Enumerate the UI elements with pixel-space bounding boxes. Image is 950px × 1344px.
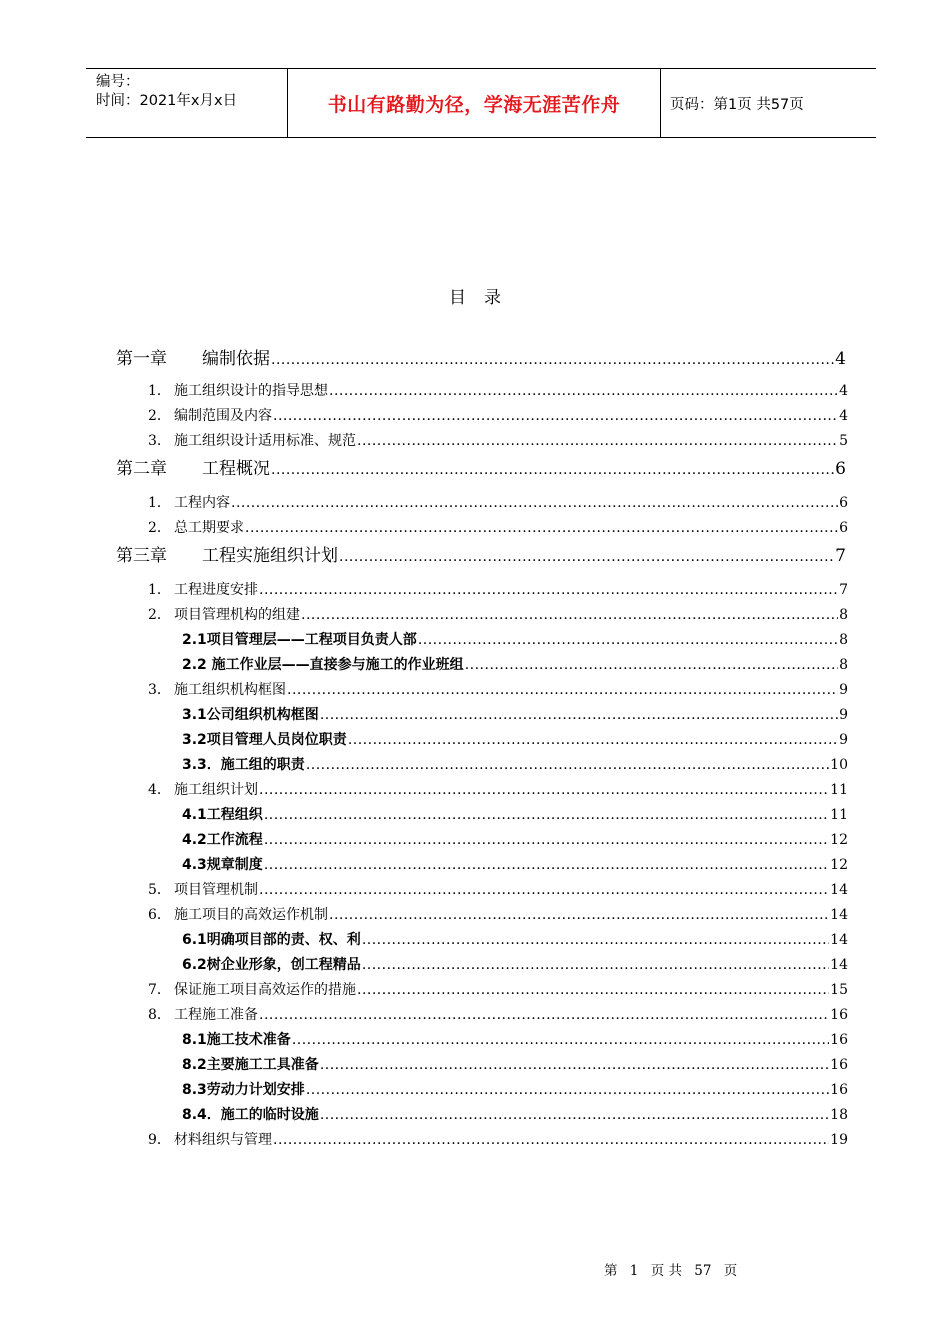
toc-entry-page: 16 — [830, 1082, 848, 1098]
toc-entry-section[interactable] — [148, 904, 848, 924]
toc-entry-section[interactable] — [148, 604, 848, 624]
toc-entry-page: 6 — [839, 520, 848, 536]
toc-dot-leader — [264, 832, 829, 848]
toc-entry-number: 2． — [148, 520, 171, 536]
toc-entry-number: 5． — [148, 882, 171, 898]
toc-entry-section[interactable] — [148, 517, 848, 537]
toc-entry-page: 14 — [830, 932, 848, 948]
toc-dot-leader — [320, 1057, 829, 1073]
toc-entry-title: 3.1公司组织机构框图 — [182, 707, 319, 723]
toc-entry-title: 3.2项目管理人员岗位职责 — [182, 732, 347, 748]
toc-entry-title: 总工期要求 — [174, 520, 244, 536]
toc-entry-title: 4.2工作流程 — [182, 832, 263, 848]
toc-entry-sub[interactable] — [182, 804, 848, 824]
toc-entry-number: 3． — [148, 433, 171, 449]
toc-entry-page: 4 — [839, 408, 848, 424]
toc-entry-page: 9 — [839, 707, 848, 723]
document-number-label: 编号： — [96, 74, 140, 90]
toc-entry-title: 工程概况 — [202, 459, 270, 479]
toc-entry-page: 8 — [839, 607, 848, 623]
toc-entry-number: 2． — [148, 607, 171, 623]
toc-dot-leader — [339, 549, 834, 565]
toc-entry-page: 4 — [839, 383, 848, 399]
toc-entry-title: 施工项目的高效运作机制 — [174, 907, 328, 923]
toc-entry-number: 2． — [148, 408, 171, 424]
toc-entry-number: 8． — [148, 1007, 171, 1023]
toc-entry-page: 4 — [835, 349, 846, 369]
toc-entry-title: 材料组织与管理 — [174, 1132, 272, 1148]
toc-entry-title: 8.3劳动力计划安排 — [182, 1082, 305, 1098]
toc-entry-number: 第三章 — [116, 546, 167, 566]
toc-entry-sub[interactable] — [182, 704, 848, 724]
toc-entry-page: 16 — [830, 1007, 848, 1023]
toc-entry-page: 8 — [839, 657, 848, 673]
toc-entry-title: 施工组织机构框图 — [174, 682, 286, 698]
toc-entry-page: 9 — [839, 682, 848, 698]
toc-dot-leader — [320, 1107, 829, 1123]
toc-entry-page: 16 — [830, 1057, 848, 1073]
toc-entry-page: 18 — [830, 1107, 848, 1123]
toc-dot-leader — [271, 462, 834, 478]
toc-entry-number: 1． — [148, 495, 171, 511]
toc-entry-number: 第一章 — [116, 349, 167, 369]
header-motto: 书山有路勤为径，学海无涯苦作舟 — [288, 69, 661, 137]
toc-entry-title: 4.1工程组织 — [182, 807, 263, 823]
toc-dot-leader — [287, 682, 838, 698]
toc-dot-leader — [329, 907, 829, 923]
toc-entry-title: 4.3规章制度 — [182, 857, 263, 873]
toc-entry-title: 8.4．施工的临时设施 — [182, 1107, 319, 1123]
toc-entry-section[interactable] — [148, 430, 848, 450]
toc-dot-leader — [357, 982, 829, 998]
toc-entry-title: 3.3．施工组的职责 — [182, 757, 305, 773]
toc-entry-sub[interactable] — [182, 1104, 848, 1124]
toc-dot-leader — [259, 882, 829, 898]
toc-entry-page: 6 — [839, 495, 848, 511]
toc-dot-leader — [418, 632, 838, 648]
toc-entry-title: 工程内容 — [174, 495, 230, 511]
toc-entry-page: 16 — [830, 1032, 848, 1048]
toc-entry-sub[interactable] — [182, 929, 848, 949]
toc-entry-title: 2.2 施工作业层——直接参与施工的作业班组 — [182, 657, 464, 673]
toc-entry-title: 6.1明确项目部的责、权、利 — [182, 932, 361, 948]
toc-entry-chapter[interactable] — [116, 541, 846, 566]
toc-entry-section[interactable] — [148, 779, 848, 799]
toc-entry-section[interactable] — [148, 405, 848, 425]
toc-entry-sub[interactable] — [182, 654, 848, 674]
toc-entry-chapter[interactable] — [116, 344, 846, 369]
toc-dot-leader — [245, 520, 838, 536]
toc-dot-leader — [292, 1032, 829, 1048]
toc-entry-sub[interactable] — [182, 1054, 848, 1074]
header-page-info: 页码：第1页 共57页 — [670, 96, 804, 113]
toc-entry-page: 19 — [830, 1132, 848, 1148]
toc-entry-title: 施工组织计划 — [174, 782, 258, 798]
toc-dot-leader — [348, 732, 838, 748]
page-footer — [604, 1259, 737, 1279]
toc-entry-page: 15 — [830, 982, 848, 998]
toc-entry-page: 5 — [839, 433, 848, 449]
toc-entry-title: 项目管理机制 — [174, 882, 258, 898]
toc-dot-leader — [259, 582, 838, 598]
toc-entry-number: 1． — [148, 582, 171, 598]
toc-entry-title: 编制范围及内容 — [174, 408, 272, 424]
toc-entry-title: 保证施工项目高效运作的措施 — [174, 982, 356, 998]
toc-entry-page: 12 — [830, 832, 848, 848]
toc-entry-title: 编制依据 — [202, 349, 270, 369]
toc-dot-leader — [320, 707, 838, 723]
toc-entry-page: 11 — [830, 782, 848, 798]
toc-dot-leader — [362, 957, 829, 973]
toc-entry-section[interactable] — [148, 492, 848, 512]
toc-entry-chapter[interactable] — [116, 454, 846, 479]
toc-dot-leader — [259, 782, 829, 798]
footer-prefix: 第 — [604, 1263, 618, 1279]
toc-entry-page: 7 — [835, 546, 846, 566]
toc-dot-leader — [273, 1132, 829, 1148]
toc-entry-number: 6． — [148, 907, 171, 923]
footer-total-pages: 57 — [694, 1263, 712, 1279]
toc-entry-title: 工程进度安排 — [174, 582, 258, 598]
toc-entry-page: 9 — [839, 732, 848, 748]
toc-entry-section[interactable] — [148, 979, 848, 999]
toc-entry-title: 施工组织设计的指导思想 — [174, 383, 328, 399]
toc-entry-page: 8 — [839, 632, 848, 648]
toc-entry-sub[interactable] — [182, 1029, 848, 1049]
toc-dot-leader — [271, 352, 834, 368]
toc-entry-title: 2.1项目管理层——工程项目负责人部 — [182, 632, 417, 648]
toc-dot-leader — [329, 383, 838, 399]
toc-dot-leader — [259, 1007, 829, 1023]
toc-entry-page: 7 — [839, 582, 848, 598]
toc-dot-leader — [465, 657, 838, 673]
toc-entry-page: 11 — [830, 807, 848, 823]
toc-entry-number: 第二章 — [116, 459, 167, 479]
toc-entry-section[interactable] — [148, 1129, 848, 1149]
toc-entry-page: 10 — [830, 757, 848, 773]
toc-entry-title: 8.1施工技术准备 — [182, 1032, 291, 1048]
toc-dot-leader — [264, 857, 829, 873]
toc-entry-number: 3． — [148, 682, 171, 698]
toc-entry-number: 9． — [148, 1132, 171, 1148]
toc-entry-sub[interactable] — [182, 954, 848, 974]
toc-entry-sub[interactable] — [182, 854, 848, 874]
toc-dot-leader — [306, 1082, 829, 1098]
toc-entry-page: 12 — [830, 857, 848, 873]
toc-entry-title: 工程实施组织计划 — [202, 546, 338, 566]
toc-dot-leader — [306, 757, 829, 773]
toc-entry-number: 7． — [148, 982, 171, 998]
toc-dot-leader — [362, 932, 829, 948]
toc-entry-sub[interactable] — [182, 629, 848, 649]
toc-dot-leader — [301, 607, 838, 623]
document-date: 时间：2021年x月x日 — [96, 93, 238, 109]
toc-entry-sub[interactable] — [182, 729, 848, 749]
toc-entry-section[interactable] — [148, 679, 848, 699]
toc-entry-title: 施工组织设计适用标准、规范 — [174, 433, 356, 449]
toc-entry-sub[interactable] — [182, 754, 848, 774]
toc-entry-section[interactable] — [148, 579, 848, 599]
footer-page-number: 1 — [629, 1263, 639, 1279]
toc-entry-title: 项目管理机构的组建 — [174, 607, 300, 623]
toc-dot-leader — [273, 408, 838, 424]
toc-entry-number: 4． — [148, 782, 171, 798]
toc-dot-leader — [231, 495, 838, 511]
toc-entry-sub[interactable] — [182, 829, 848, 849]
toc-entry-section[interactable] — [148, 380, 848, 400]
toc-entry-page: 6 — [835, 459, 846, 479]
toc-entry-page: 14 — [830, 907, 848, 923]
toc-entry-title: 6.2树企业形象，创工程精品 — [182, 957, 361, 973]
footer-suffix: 页 — [723, 1263, 738, 1279]
toc-dot-leader — [264, 807, 829, 823]
toc-entry-number: 1． — [148, 383, 171, 399]
footer-mid: 页 共 — [650, 1263, 682, 1279]
toc-entry-page: 14 — [830, 957, 848, 973]
toc-dot-leader — [357, 433, 838, 449]
page-header — [86, 68, 876, 138]
toc-title: 目录 — [449, 288, 519, 308]
toc-entry-title: 8.2主要施工工具准备 — [182, 1057, 319, 1073]
toc-entry-title: 工程施工准备 — [174, 1007, 258, 1023]
toc-entry-section[interactable] — [148, 879, 848, 899]
toc-entry-sub[interactable] — [182, 1079, 848, 1099]
toc-entry-section[interactable] — [148, 1004, 848, 1024]
toc-entry-page: 14 — [830, 882, 848, 898]
header-meta-cell — [86, 69, 288, 137]
